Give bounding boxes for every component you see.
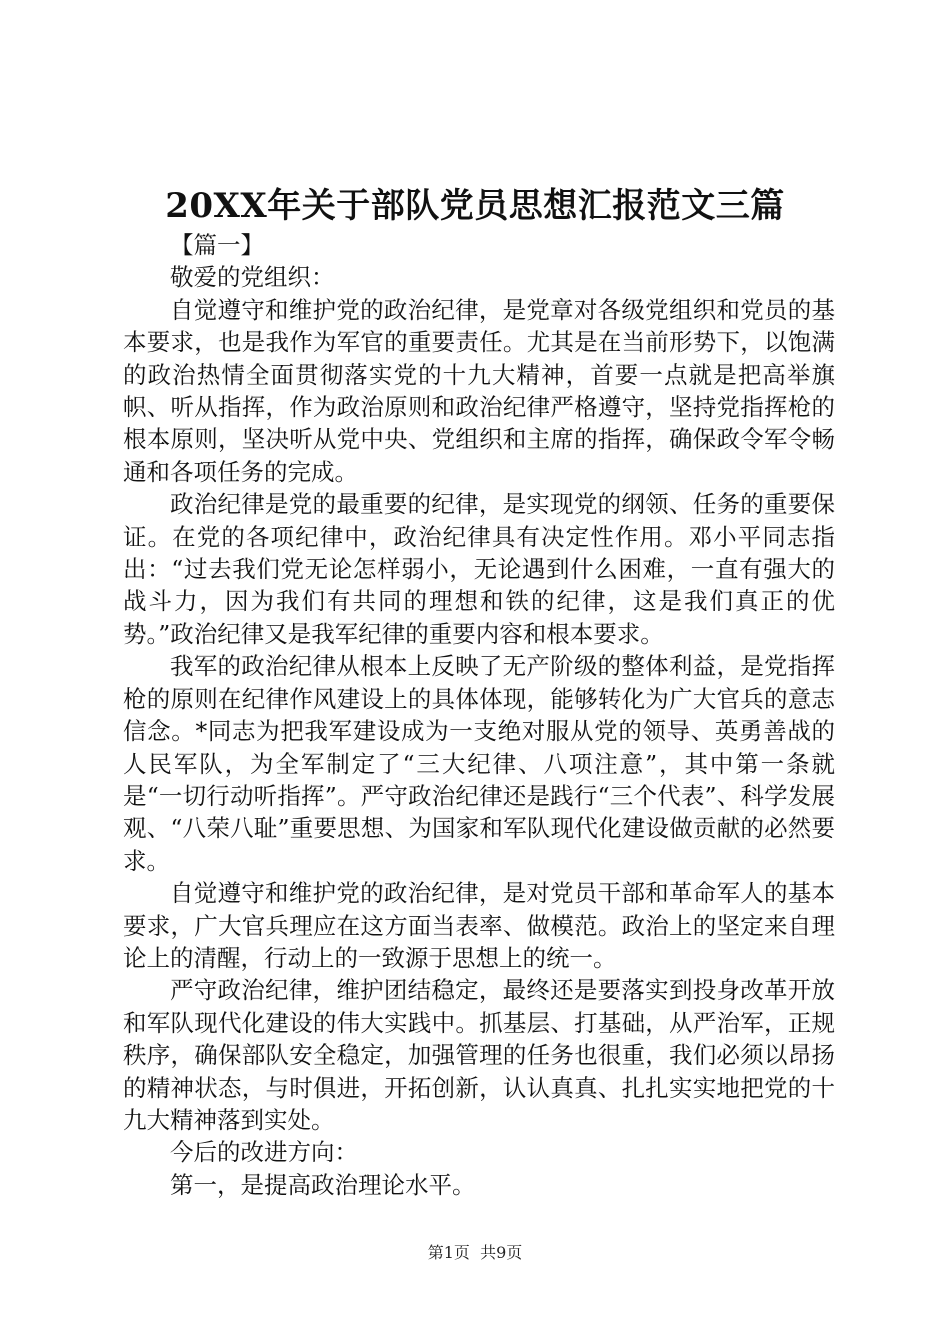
paragraph-5: 严守政治纪律，维护团结稳定，最终还是要落实到投身改革开放和军队现代化建设的伟大实践中。抓基层、打基础，从严治军，正规秩序，确保部队安全稳定，加强管理的任务也很重，我们必须以昂扬的精神状态，与时俱进，开拓创新，认认真真、扎扎实实地把党的十九大精神落到实处。 — [123, 976, 835, 1134]
document-title: 20XX年关于部队党员思想汇报范文三篇 — [165, 186, 785, 226]
paragraph-4: 自觉遵守和维护党的政治纪律，是对党员干部和革命军人的基本要求，广大官兵理应在这方面当表率、做模范。政治上的坚定来自理论上的清醒，行动上的一致源于思想上的统一。 — [123, 879, 835, 972]
page-footer — [0, 1242, 950, 1264]
page-number: 第1页 共9页 — [427, 1243, 523, 1262]
section-label: 【篇一】 — [170, 231, 264, 259]
paragraph-3: 我军的政治纪律从根本上反映了无产阶级的整体利益，是党指挥枪的原则在纪律作风建设上的具体体现，能够转化为广大官兵的意志信念。*同志为把我军建设成为一支绝对服从党的领导、英勇善战的人民军队，为全军制定了“三大纪律、八项注意”，其中第一条就是“一切行动听指挥”。严守政治纪律还是践行“三个代表”、科学发展观、“八荣八耻”重要思想、为国家和军队现代化建设做贡献的必然要求。 — [123, 652, 835, 875]
paragraph-1: 自觉遵守和维护党的政治纪律，是党章对各级党组织和党员的基本要求，也是我作为军官的重要责任。尤其是在当前形势下，以饱满的政治热情全面贯彻落实党的十九大精神，首要一点就是把高举旗帜、听从指挥，作为政治原则和政治纪律严格遵守，坚持党指挥枪的根本原则，坚决听从党中央、党组织和主席的指挥，确保政令军令畅通和各项任务的完成。 — [123, 295, 835, 486]
document-body — [123, 229, 835, 1201]
paragraph-2: 政治纪律是党的最重要的纪律，是实现党的纲领、任务的重要保证。在党的各项纪律中，政治纪律具有决定性作用。邓小平同志指出：“过去我们党无论怎样弱小，无论遇到什么困难，一直有强大的战斗力，因为我们有共同的理想和铁的纪律，这是我们真正的优势。”政治纪律又是我军纪律的重要内容和根本要求。 — [123, 490, 835, 648]
salutation: 敬爱的党组织： — [170, 263, 335, 292]
improvement-heading: 今后的改进方向： — [170, 1138, 358, 1167]
first-point: 第一，是提高政治理论水平。 — [170, 1170, 476, 1199]
